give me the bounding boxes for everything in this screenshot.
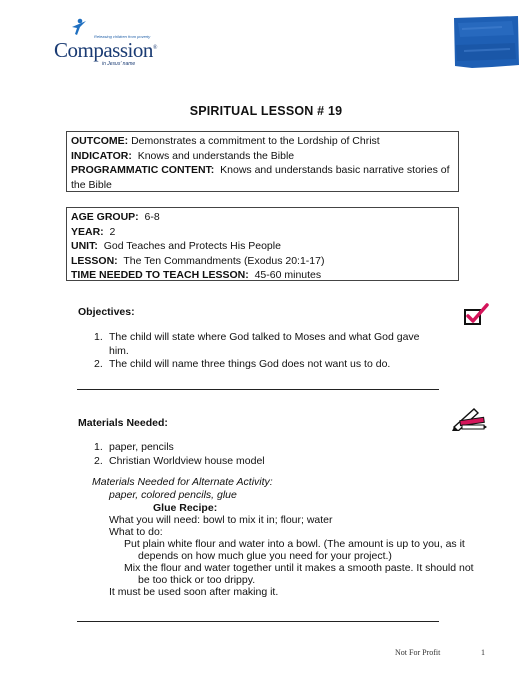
objectives-list xyxy=(94,331,464,372)
checkbox-checked-icon xyxy=(462,302,490,328)
materials-list xyxy=(94,441,454,468)
list-item: 1. paper, pencils xyxy=(94,441,174,453)
compassion-logo xyxy=(54,18,164,68)
list-item: 1. The child will state where God talked to Moses and what God gave him. xyxy=(94,331,420,357)
materials-heading: Materials Needed: xyxy=(78,417,168,429)
leaping-child-icon xyxy=(68,18,88,38)
footer-not-for-profit: Not For Profit xyxy=(395,648,441,657)
alt-materials-heading: Materials Needed for Alternate Activity: xyxy=(92,476,273,488)
list-item: 2. The child will name three things God does not want us to do. xyxy=(94,358,391,370)
programmatic-line-2: the Bible xyxy=(71,178,112,191)
alt-materials-items: paper, colored pencils, glue xyxy=(109,489,237,501)
pencil-crayon-icon xyxy=(450,405,488,431)
section-divider xyxy=(77,621,439,622)
lesson-line: LESSON: The Ten Commandments (Exodus 20:1-17) xyxy=(71,254,325,267)
programmatic-line: PROGRAMMATIC CONTENT: Knows and understands basic narrative stories of xyxy=(71,164,450,176)
what-you-need: What you will need: bowl to mix it in; flour; water xyxy=(109,514,333,526)
section-divider xyxy=(77,389,439,390)
recipe-final-note: It must be used soon after making it. xyxy=(109,586,279,598)
page-title: SPIRITUAL LESSON # 19 xyxy=(189,104,343,118)
year-line: YEAR: 2 xyxy=(71,225,116,238)
recipe-step-1: Put plain white flour and water into a bowl. (The amount is up to you, as it xyxy=(124,538,465,550)
recipe-step-1-cont: depends on how much glue you need for your project.) xyxy=(138,550,392,562)
outcome-box xyxy=(66,131,459,192)
lesson-info-box xyxy=(66,207,459,281)
page-number: 1 xyxy=(481,648,485,657)
time-line: TIME NEEDED TO TEACH LESSON: 45-60 minutes xyxy=(71,269,322,281)
unit-line: UNIT: God Teaches and Protects His People xyxy=(71,240,281,252)
list-item: 2. Christian Worldview house model xyxy=(94,454,265,467)
logo-tagline: Releasing children from poverty xyxy=(94,34,151,39)
objectives-heading: Objectives: xyxy=(78,306,135,318)
logo-wordmark: Compassion® xyxy=(54,38,157,62)
logo-subtitle: in Jesus' name xyxy=(102,61,136,67)
glue-recipe-heading: Glue Recipe: xyxy=(153,502,218,514)
indicator-line: INDICATOR: Knows and understands the Bible xyxy=(71,149,295,162)
recipe-step-2-cont: be too thick or too drippy. xyxy=(138,574,256,586)
what-to-do: What to do: xyxy=(109,526,163,538)
outcome-line: OUTCOME: Demonstrates a commitment to the Lordship of Christ xyxy=(71,135,380,147)
blue-paint-square xyxy=(452,15,520,69)
recipe-step-2: Mix the flour and water together until it makes a smooth paste. It should not xyxy=(124,562,474,574)
age-group-line: AGE GROUP: 6-8 xyxy=(71,211,160,223)
